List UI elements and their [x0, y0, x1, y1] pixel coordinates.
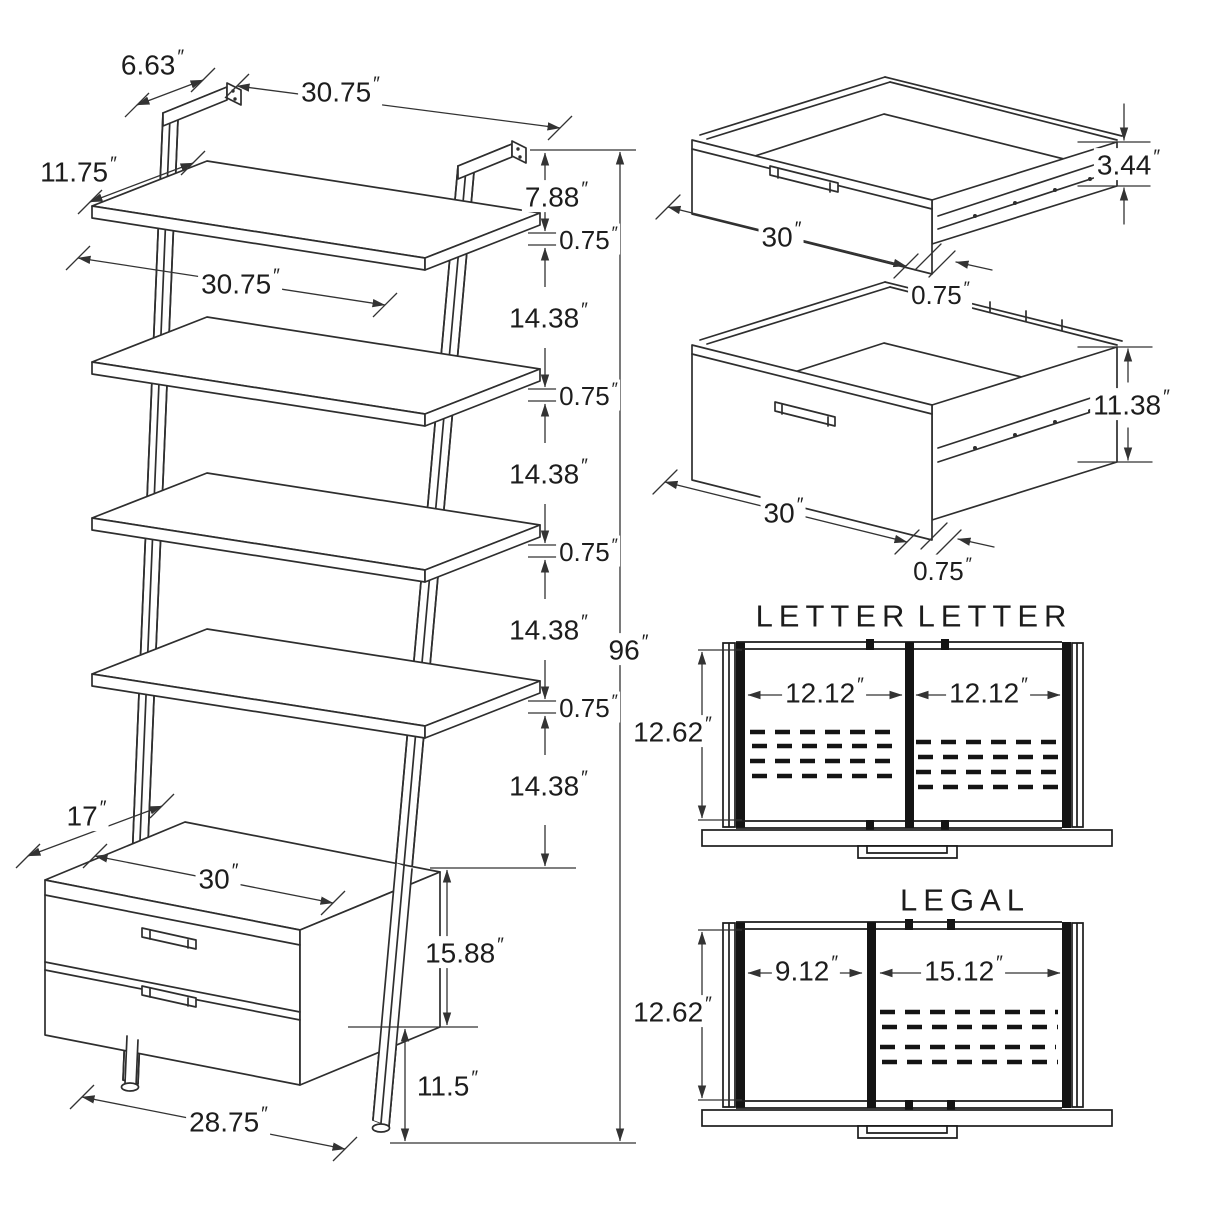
dim-large-drawer-front: 0.75 ″	[910, 555, 974, 586]
dim-shelf-thickness-2: 0.75 ″	[556, 380, 620, 411]
dim-bracket-depth: 6.63 ″	[118, 48, 186, 80]
large-drawer-diagram	[653, 282, 1152, 556]
dim-cabinet-depth: 17 ″	[64, 799, 109, 831]
dim-small-drawer-width: 30 ″	[759, 220, 804, 252]
dim-shelf-spacing-3: 14.38 ″	[506, 613, 590, 645]
dim-total-height: 96 ″	[606, 633, 651, 665]
legal-dimensions	[698, 930, 1060, 1100]
dim-shelf-depth: 11.75 ″	[37, 155, 119, 187]
letter-title-right: LETTER	[917, 598, 1073, 634]
dim-legal-right-width: 15.12 ″	[921, 954, 1005, 986]
dim-letter-left-width: 12.12 ″	[782, 676, 866, 708]
dim-letter-right-width: 12.12 ″	[946, 676, 1030, 708]
left-post-foot	[122, 1083, 139, 1091]
dim-cabinet-height: 15.88 ″	[422, 936, 506, 968]
dim-shelf-thickness-4: 0.75 ″	[556, 692, 620, 723]
wall-bracket-right	[512, 141, 526, 163]
file-divider	[905, 642, 914, 828]
dim-shelf-thickness-3: 0.75 ″	[556, 536, 620, 567]
dim-top-width: 30.75 ″	[298, 75, 382, 107]
dim-shelf-spacing-4: 14.38 ″	[506, 769, 590, 801]
hanging-file-marks	[880, 1012, 1058, 1062]
letter-file-layout	[698, 639, 1112, 858]
dim-legal-depth: 12.62 ″	[630, 995, 714, 1027]
dim-base-width: 28.75 ″	[186, 1105, 270, 1137]
letter-title-left: LETTER	[755, 598, 911, 634]
file-divider	[867, 922, 876, 1108]
dim-shelf-thickness-1: 0.75 ″	[556, 224, 620, 255]
dim-large-drawer-width: 30 ″	[761, 496, 806, 528]
drawer-front-top-view	[702, 830, 1112, 846]
dim-small-drawer-height: 3.44 ″	[1094, 148, 1162, 180]
legal-title: LEGAL	[900, 882, 1030, 918]
dim-shelf-width: 30.75 ″	[198, 267, 282, 299]
dim-large-drawer-height: 11.38 ″	[1090, 388, 1172, 420]
dim-legal-left-width: 9.12 ″	[772, 954, 840, 986]
shelf-4	[92, 629, 540, 738]
dim-small-drawer-front: 0.75 ″	[908, 279, 972, 310]
side-rail-left	[736, 642, 745, 828]
dim-shelf-spacing-1: 14.38 ″	[506, 301, 590, 333]
side-rail-left	[736, 922, 745, 1108]
right-post-foot	[373, 1124, 390, 1132]
legal-file-layout	[698, 919, 1112, 1138]
dim-shelf-spacing-2: 14.38 ″	[506, 457, 590, 489]
dim-floor-clearance: 11.5 ″	[414, 1069, 480, 1101]
hanging-file-marks	[750, 732, 1058, 787]
dim-letter-depth: 12.62 ″	[630, 715, 714, 747]
ladder-shelf-unit	[45, 83, 540, 1132]
small-drawer-diagram	[656, 77, 1150, 278]
dim-cabinet-width: 30 ″	[196, 862, 241, 894]
dim-top-gap: 7.88 ″	[522, 180, 590, 212]
drawer-front-top-view	[702, 1110, 1112, 1126]
side-rail-right	[1062, 922, 1071, 1108]
side-rail-right	[1062, 642, 1071, 828]
